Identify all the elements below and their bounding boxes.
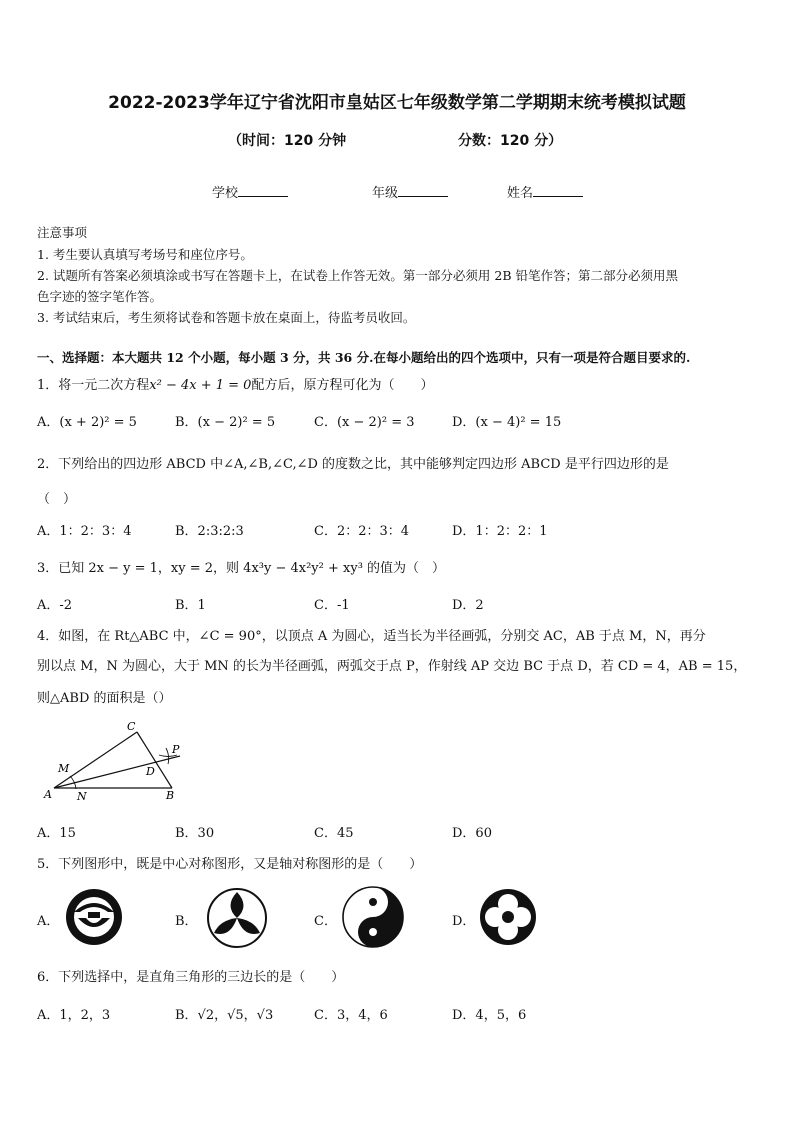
label-b: B [166,789,175,802]
exam-time: （时间：120 分钟 [228,133,347,149]
q2-paren: （ ） [37,492,77,507]
symbol-b-icon [204,886,270,950]
grade-label: 年级 [372,186,399,201]
name-field[interactable] [507,182,583,201]
question-1 [37,374,433,393]
question-4-line-2: 别以点 M，N 为圆心，大于 MN 的长为半径画弧，两弧交于点 P，作射线 AP 交边 BC 于点 D，若 CD = 4，AB = 15， [37,659,747,674]
symbol-d-icon [477,886,539,948]
page-title: 2022-2023学年辽宁省沈阳市皇姑区七年级数学第二学期期末统考模拟试题 [108,93,686,113]
label-d: D [146,765,155,778]
name-label: 姓名 [507,186,534,201]
ray-ap [54,756,180,788]
triangle-figure [40,718,200,806]
q1-option-a[interactable]: A．(x + 2)² = 5 [37,415,137,430]
symbol-a-icon [62,886,126,948]
school-blank[interactable] [238,184,288,197]
q5-option-c[interactable]: C． [314,914,337,929]
label-c: C [127,720,136,733]
school-field[interactable] [212,182,288,201]
q1-stem-b: 配方后，原方程可化为（ ） [251,378,434,393]
question-4-line-1: 4．如图，在 Rt△ABC 中，∠C = 90°，以顶点 A 为圆心，适当长为半径画弧，分别交 AC，AB 于点 M，N，再分 [37,629,706,644]
name-blank[interactable] [533,184,583,197]
q2-option-d[interactable]: D．1：2：2：1 [452,524,548,539]
label-a: A [44,788,52,801]
q3-option-d[interactable]: D．2 [452,598,484,613]
q4-option-d[interactable]: D．60 [452,826,492,841]
notes-title: 注意事项 [37,225,88,240]
q2-option-c[interactable]: C．2：2：3：4 [314,524,410,539]
q4-option-b[interactable]: B．30 [175,826,215,841]
exam-score: 分数：120 分） [458,133,563,149]
q3-option-b[interactable]: B．1 [175,598,206,613]
q3-option-a[interactable]: A．-2 [37,598,73,613]
q2-option-a[interactable]: A．1：2：3：4 [37,524,132,539]
label-n: N [77,790,87,803]
q5-option-b[interactable]: B． [175,914,198,929]
q1-option-b[interactable]: B．(x − 2)² = 5 [175,415,276,430]
q4-option-a[interactable]: A．15 [37,826,76,841]
q1-option-c[interactable]: C．(x − 2)² = 3 [314,415,415,430]
question-6: 6．下列选择中，是直角三角形的三边长的是（ ） [37,970,345,985]
question-3: 3．已知 2x − y = 1，xy = 2，则 4x³y − 4x²y² + xy³ 的值为（ ） [37,561,446,576]
q5-option-d[interactable]: D． [452,914,476,929]
label-p: P [172,743,180,756]
segment-cb [137,732,172,788]
yin-yang-icon [339,884,407,950]
q2-option-b[interactable]: B．2:3:2:3 [175,524,244,539]
arc-p1 [166,748,169,764]
q3-option-c[interactable]: C．-1 [314,598,350,613]
q4-option-c[interactable]: C．45 [314,826,354,841]
question-4-line-3: 则△ABD 的面积是（） [37,691,172,706]
note-item: 1. 考生要认真填写考场号和座位序号。 [37,247,253,262]
note-item: 3. 考试结束后，考生须将试卷和答题卡放在桌面上，待监考员收回。 [37,310,416,325]
q5-option-a[interactable]: A． [37,914,60,929]
q1-expression: x² − 4x + 1 = 0 [149,378,252,393]
q6-option-c[interactable]: C．3，4，6 [314,1008,388,1023]
q1-stem-a: 1．将一元二次方程 [37,378,150,393]
q1-option-d[interactable]: D．(x − 4)² = 15 [452,415,562,430]
q6-option-b[interactable]: B．√2，√5，√3 [175,1008,274,1023]
note-item: 2. 试题所有答案必须填涂或书写在答题卡上，在试卷上作答无效。第一部分必须用 2B 铅笔作答；第二部分必须用黑 [37,268,678,283]
grade-blank[interactable] [398,184,448,197]
segment-ac [54,732,137,788]
section-heading: 一、选择题：本大题共 12 个小题，每小题 3 分，共 36 分.在每小题给出的四个选项中，只有一项是符合题目要求的. [37,350,691,365]
school-label: 学校 [212,186,239,201]
note-item: 色字迹的签字笔作答。 [37,289,163,304]
question-2: 2．下列给出的四边形 ABCD 中∠A,∠B,∠C,∠D 的度数之比，其中能够判定四边形 ABCD 是平行四边形的是 [37,457,669,472]
label-m: M [58,762,70,775]
grade-field[interactable] [372,182,448,201]
q6-option-a[interactable]: A．1，2，3 [37,1008,111,1023]
q6-option-d[interactable]: D．4，5，6 [452,1008,527,1023]
question-5: 5．下列图形中，既是中心对称图形，又是轴对称图形的是（ ） [37,857,423,872]
